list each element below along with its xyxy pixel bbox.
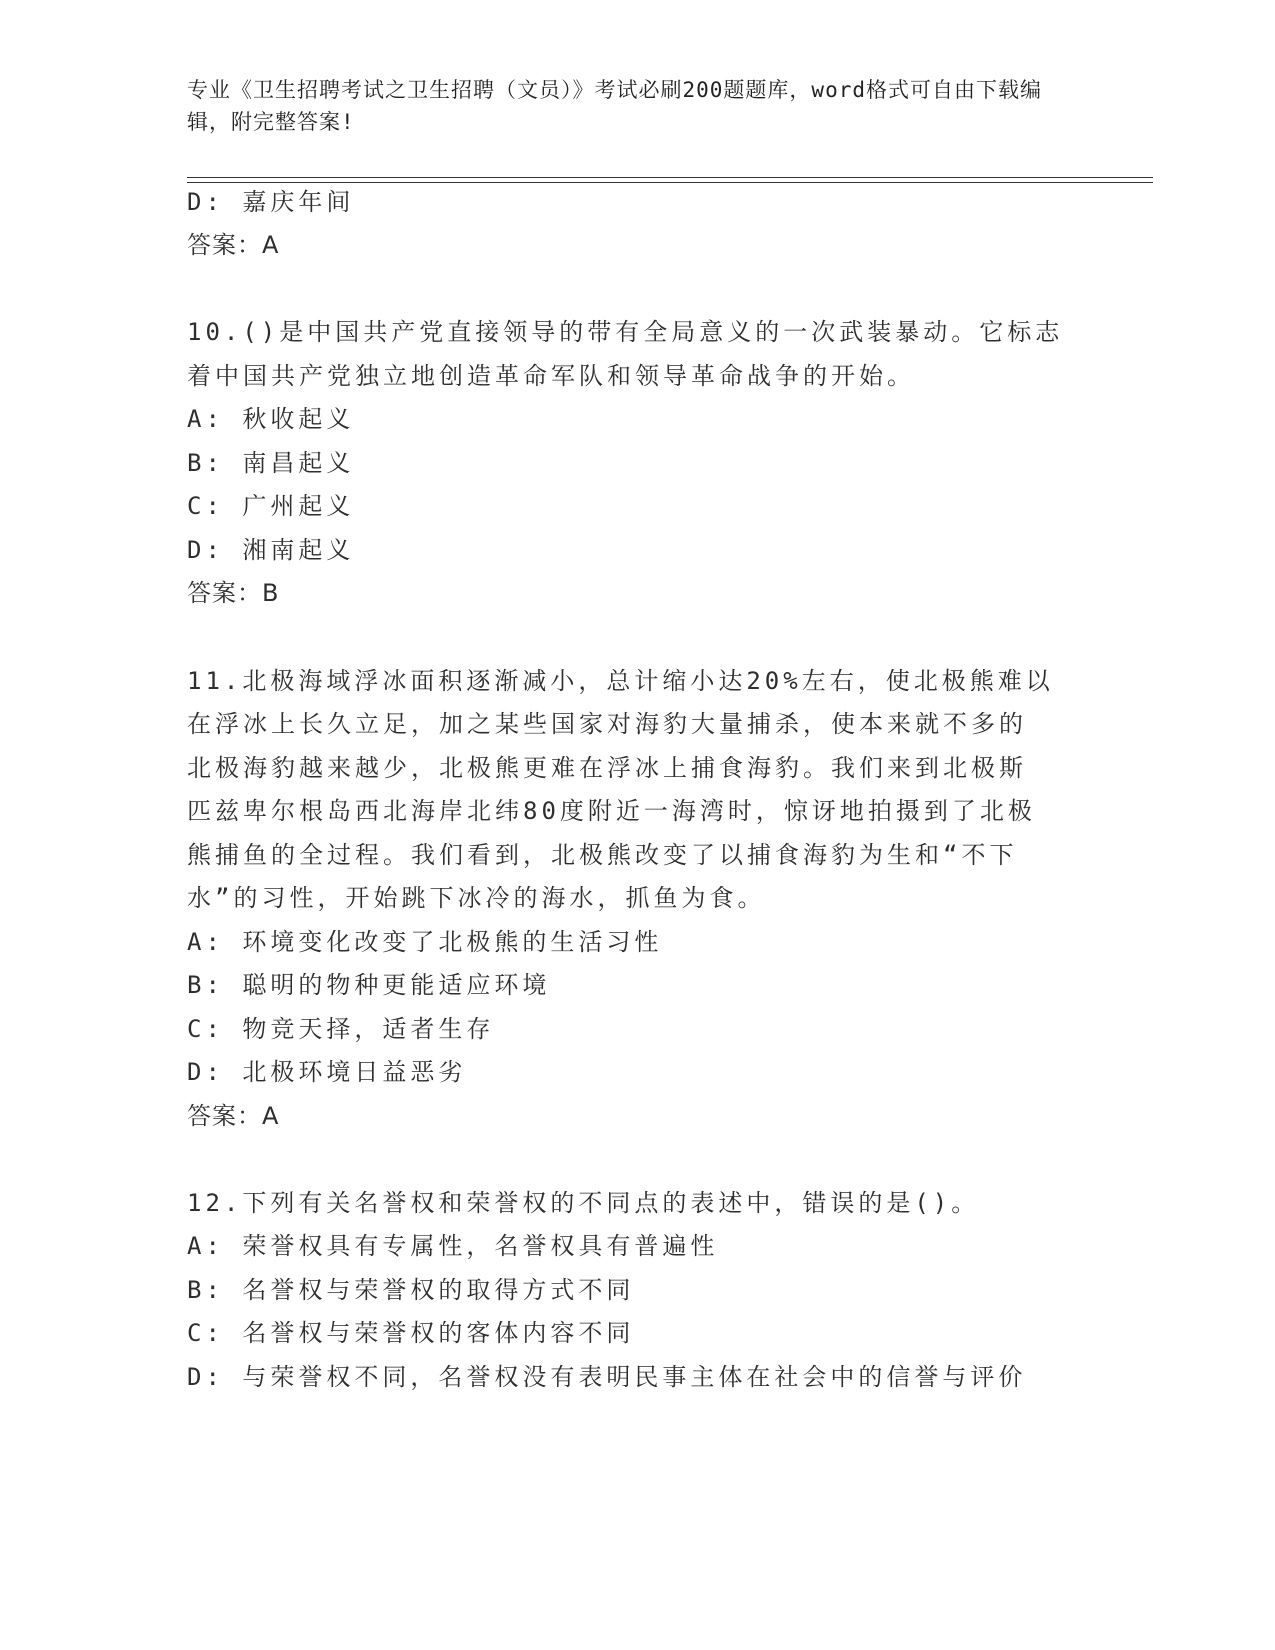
question-text: 北极海豹越来越少，北极熊更难在浮冰上捕食海豹。我们来到北极斯 <box>187 754 1027 782</box>
question-text: 11.北极海域浮冰面积逐渐减小，总计缩小达20%左右，使北极熊难以 <box>187 667 1054 695</box>
question-text: 在浮冰上长久立足，加之某些国家对海豹大量捕杀，使本来就不多的 <box>187 710 1027 738</box>
option-c: C: 名誉权与荣誉权的客体内容不同 <box>187 1319 635 1347</box>
question-text: 匹兹卑尔根岛西北海岸北纬80度附近一海湾时，惊讶地拍摄到了北极 <box>187 797 1036 825</box>
option-d: D: 北极环境日益恶劣 <box>187 1058 467 1086</box>
question-text: 12.下列有关名誉权和荣誉权的不同点的表述中，错误的是()。 <box>187 1189 980 1217</box>
header-rule-bottom <box>187 182 1153 183</box>
document-header: 专业《卫生招聘考试之卫生招聘（文员）》考试必刷200题题库，word格式可自由下载编辑，附完整答案! <box>187 78 1042 134</box>
option-d: D: 嘉庆年间 <box>187 188 355 216</box>
answer: 答案：A <box>187 1102 280 1130</box>
option-d: D: 与荣誉权不同，名誉权没有表明民事主体在社会中的信誉与评价 <box>187 1363 1027 1391</box>
option-a: A: 环境变化改变了北极熊的生活习性 <box>187 928 663 956</box>
option-d: D: 湘南起义 <box>187 536 355 564</box>
option-a: A: 荣誉权具有专属性，名誉权具有普遍性 <box>187 1232 719 1260</box>
answer: 答案：B <box>187 579 280 607</box>
question-text: 熊捕鱼的全过程。我们看到，北极熊改变了以捕食海豹为生和“不下 <box>187 841 1018 869</box>
question-text: 着中国共产党独立地创造革命军队和领导革命战争的开始。 <box>187 362 915 390</box>
option-a: A: 秋收起义 <box>187 405 355 433</box>
header-rule-top <box>187 177 1153 178</box>
question-text: 水”的习性，开始跳下冰冷的海水，抓鱼为食。 <box>187 884 766 912</box>
option-b: B: 名誉权与荣誉权的取得方式不同 <box>187 1276 635 1304</box>
answer: 答案：A <box>187 231 280 259</box>
option-c: C: 广州起义 <box>187 492 355 520</box>
option-c: C: 物竞天择，适者生存 <box>187 1015 495 1043</box>
option-b: B: 聪明的物种更能适应环境 <box>187 971 551 999</box>
question-text: 10.()是中国共产党直接领导的带有全局意义的一次武装暴动。它标志 <box>187 318 1064 346</box>
option-b: B: 南昌起义 <box>187 449 355 477</box>
